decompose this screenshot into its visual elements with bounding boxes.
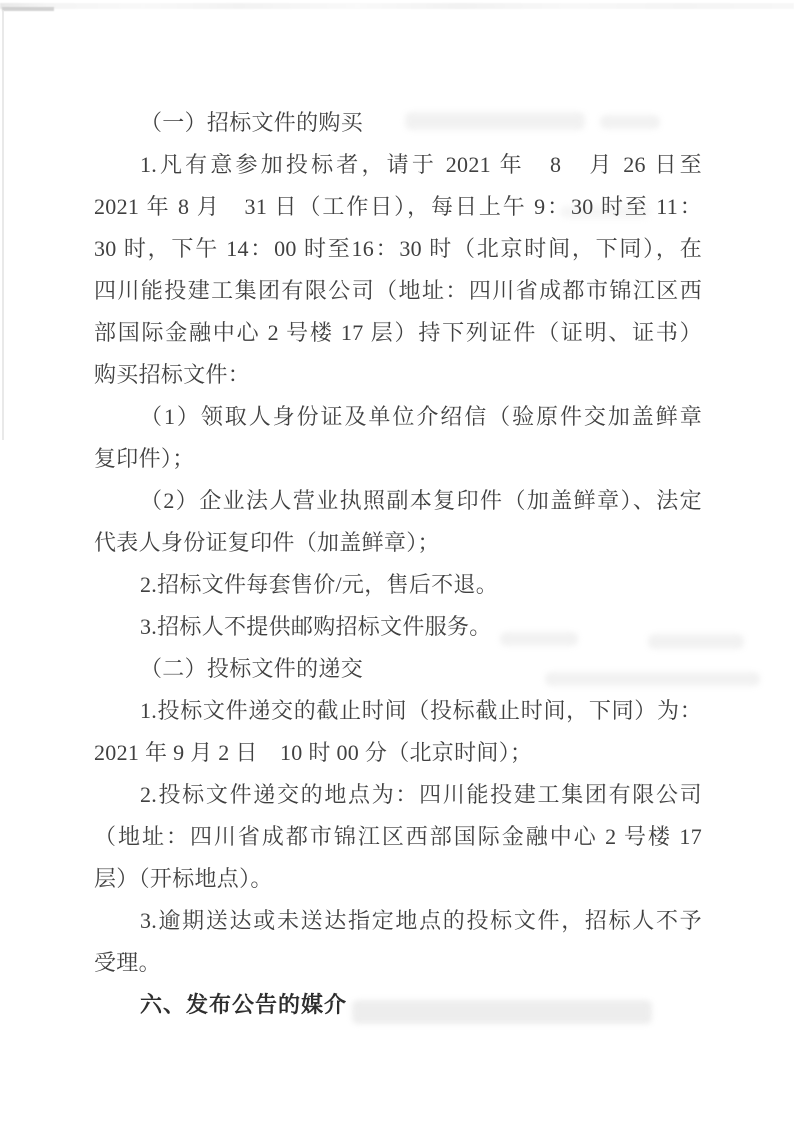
- text-line: 购买招标文件：: [94, 362, 251, 387]
- text-line: （1）领取人身份证及单位介绍信（验原件交加盖鲜章: [140, 404, 702, 429]
- text-line: 部国际金融中心 2 号楼 17 层）持下列证件（证明、证书）: [94, 320, 702, 345]
- text-line: （2）企业法人营业执照副本复印件（加盖鲜章）、法定: [140, 488, 702, 513]
- scan-edge-artifact: [0, 3, 794, 9]
- text-line: 2021 年 8 月 31 日（工作日），每日上午 9：30 时至 11：: [94, 194, 702, 219]
- text-line: 1.投标文件递交的截止时间（投标截止时间，下同）为：: [140, 698, 702, 723]
- text-line: （二）投标文件的递交: [140, 656, 364, 681]
- scan-edge-artifact: [2, 7, 54, 11]
- text-line: 1.凡有意参加投标者，请于 2021 年 8 月 26 日至: [140, 152, 702, 177]
- text-line: 2.招标文件每套售价/元，售后不退。: [140, 572, 499, 597]
- text-line: 受理。: [94, 950, 161, 975]
- document-text: [94, 102, 702, 1026]
- text-line: （一）招标文件的购买: [140, 110, 364, 135]
- text-line: 3.招标人不提供邮购招标文件服务。: [140, 614, 492, 639]
- text-line: 3.逾期送达或未送达指定地点的投标文件，招标人不予: [140, 908, 702, 933]
- text-line: （地址：四川省成都市锦江区西部国际金融中心 2 号楼 17: [94, 824, 702, 849]
- text-line: 30 时，下午 14：00 时至16：30 时（北京时间，下同），在: [94, 236, 702, 261]
- scan-edge-artifact: [2, 10, 4, 440]
- text-line: 2021 年 9 月 2 日 10 时 00 分（北京时间）；: [94, 740, 533, 765]
- text-line: 代表人身份证复印件（加盖鲜章）；: [94, 530, 440, 555]
- text-line: 四川能投建工集团有限公司（地址：四川省成都市锦江区西: [94, 278, 702, 303]
- section-heading-line: 六、发布公告的媒介: [140, 992, 348, 1017]
- text-line: 复印件）；: [94, 446, 195, 471]
- text-line: 层）（开标地点）。: [94, 866, 273, 891]
- text-line: 2.投标文件递交的地点为：四川能投建工集团有限公司: [140, 782, 702, 807]
